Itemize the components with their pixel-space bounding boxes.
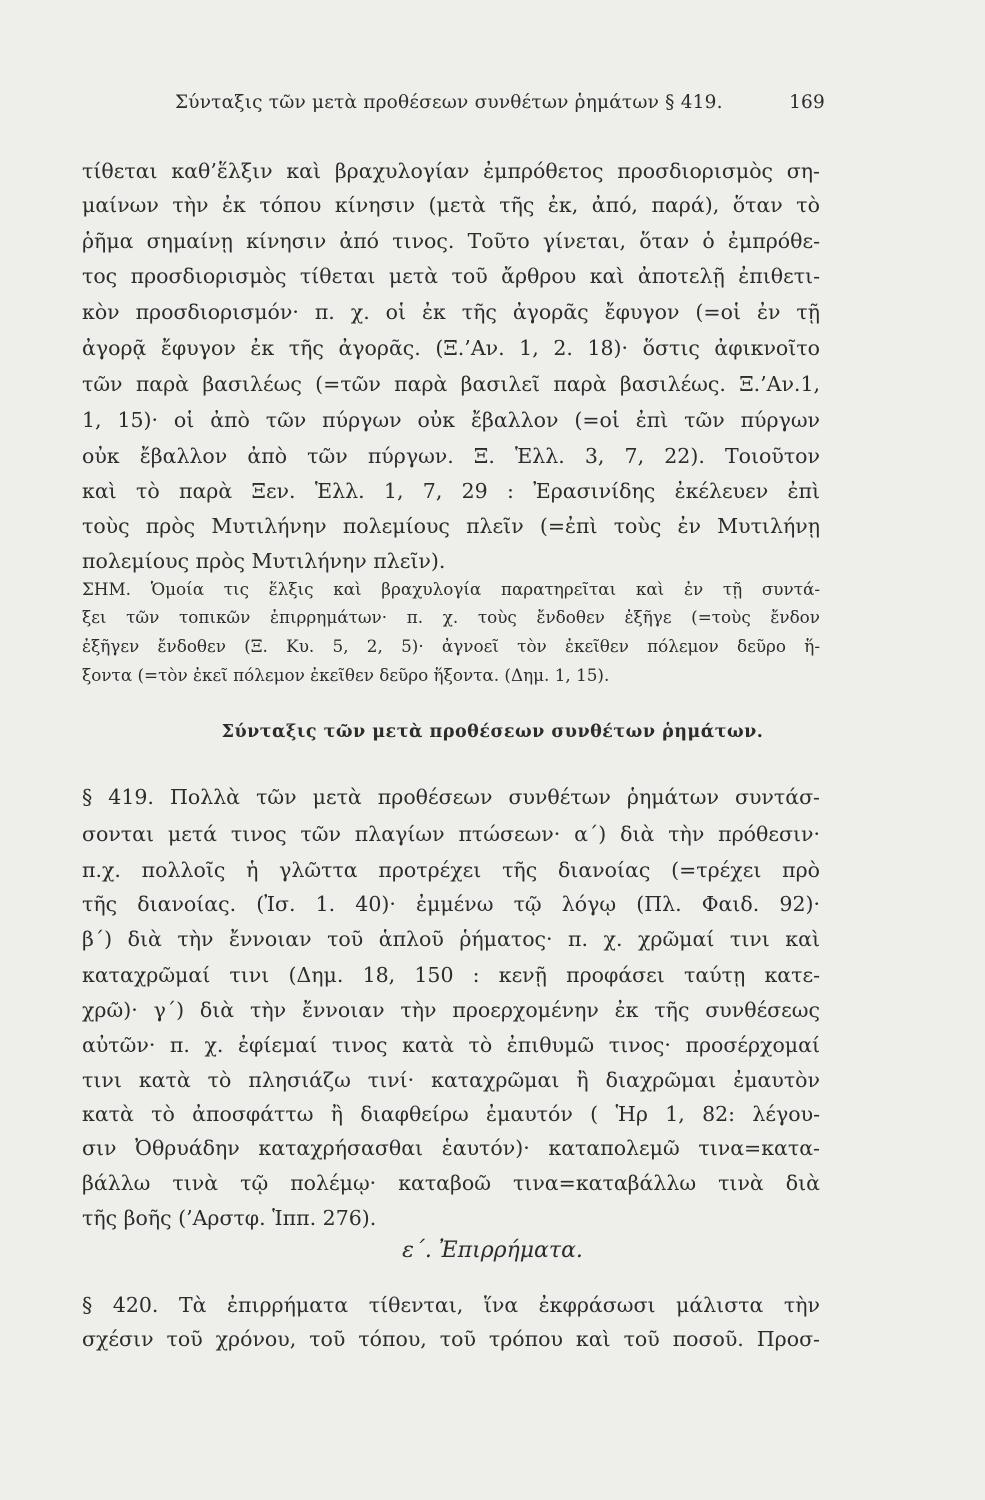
note-line: ΣΗΜ. Ὁμοία τις ἕλξις καὶ βραχυλογία παρατηρεῖται καὶ ἐν τῇ συντά-: [82, 579, 820, 599]
text-line: τῶν παρὰ βασιλέως (=τῶν παρὰ βασιλεῖ παρὰ βασιλέως. Ξ.’Αν.1,: [82, 372, 820, 396]
section-heading: Σύνταξις τῶν μετὰ προθέσεων συνθέτων ῥημάτων.: [221, 722, 764, 742]
page-number: 169: [789, 92, 825, 113]
text-line: τοὺς πρὸς Μυτιλήνην πολεμίους πλεῖν (=ἐπὶ τοὺς ἐν Μυτιλήνῃ: [82, 514, 820, 538]
subsection-heading: ε΄. Ἐπιρρήματα.: [402, 1238, 583, 1263]
text-line: καὶ τὸ παρὰ Ξεν. Ἑλλ. 1, 7, 29 : Ἐρασινίδης ἐκέλευεν ἐπὶ: [82, 479, 820, 503]
note-line: ἐξῆγεν ἔνδοθεν (Ξ. Κυ. 5, 2, 5)· ἀγνοεῖ τὸν ἐκεῖθεν πόλεμον δεῦρο ἥ-: [82, 636, 820, 656]
text-line: τῆς διανοίας. (Ἰσ. 1. 40)· ἐμμένω τῷ λόγῳ (Πλ. Φαιδ. 92)·: [82, 892, 820, 916]
text-line: οὐκ ἔβαλλον ἀπὸ τῶν πύργων. Ξ. Ἑλλ. 3, 7, 22). Τοιοῦτον: [82, 444, 820, 468]
text-line: καταχρῶμαί τινι (Δημ. 18, 150 : κενῇ προφάσει ταύτῃ κατε-: [82, 963, 820, 987]
text-line: πολεμίους πρὸς Μυτιλήνην πλεῖν).: [82, 549, 446, 573]
text-line: τος προσδιορισμὸς τίθεται μετὰ τοῦ ἄρθρου καὶ ἀποτελῇ ἐπιθετι-: [82, 264, 820, 288]
note-line: ξοντα (=τὸν ἐκεῖ πόλεμον ἐκεῖθεν δεῦρο ἥξοντα. (Δημ. 1, 15).: [82, 665, 610, 685]
text-line: αὐτῶν· π. χ. ἐφίεμαί τινος κατὰ τὸ ἐπιθυμῶ τινος· προσέρχομαί: [82, 1033, 820, 1057]
text-line: β΄) διὰ τὴν ἔννοιαν τοῦ ἁπλοῦ ῥήματος· π. χ. χρῶμαί τινι καὶ: [82, 927, 820, 951]
text-line: τίθεται καθ’ἕλξιν καὶ βραχυλογίαν ἐμπρόθετος προσδιορισμὸς ση-: [82, 159, 820, 183]
text-line: § 419. Πολλὰ τῶν μετὰ προθέσεων συνθέτων ῥημάτων συντάσ-: [82, 785, 820, 809]
header-title: Σύνταξις τῶν μετὰ προθέσεων συνθέτων ῥημάτων § 419.: [175, 92, 723, 113]
text-line: τῆς βοῆς (’Αρστφ. Ἱππ. 276).: [82, 1206, 377, 1230]
text-line: 1, 15)· οἱ ἀπὸ τῶν πύργων οὐκ ἔβαλλον (=οἱ ἐπὶ τῶν πύργων: [82, 408, 820, 432]
text-line: § 420. Τὰ ἐπιρρήματα τίθενται, ἵνα ἐκφράσωσι μάλιστα τὴν: [82, 1293, 820, 1317]
text-line: σονται μετά τινος τῶν πλαγίων πτώσεων· α΄) διὰ τὴν πρόθεσιν·: [82, 822, 820, 846]
text-line: ῥῆμα σημαίνῃ κίνησιν ἀπό τινος. Τοῦτο γίνεται, ὅταν ὁ ἐμπρόθε-: [82, 229, 820, 253]
text-line: μαίνων τὴν ἐκ τόπου κίνησιν (μετὰ τῆς ἐκ, ἀπό, παρά), ὅταν τὸ: [82, 193, 820, 217]
text-line: κατὰ τὸ ἀποσφάττω ἢ διαφθείρω ἐμαυτόν ( Ἡρ 1, 82: λέγου-: [82, 1102, 820, 1126]
text-line: σχέσιν τοῦ χρόνου, τοῦ τόπου, τοῦ τρόπου καὶ τοῦ ποσοῦ. Προσ-: [82, 1327, 820, 1351]
text-line: π.χ. πολλοῖς ἡ γλῶττα προτρέχει τῆς διανοίας (=τρέχει πρὸ: [82, 858, 820, 882]
text-line: χρῶ)· γ΄) διὰ τὴν ἔννοιαν τὴν προερχομένην ἐκ τῆς συνθέσεως: [82, 998, 820, 1022]
running-header: [175, 92, 825, 132]
text-line: ἀγορᾷ ἔφυγον ἐκ τῆς ἀγορᾶς. (Ξ.’Αν. 1, 2. 18)· ὅστις ἀφικνοῖτο: [82, 336, 820, 360]
text-line: σιν Ὀθρυάδην καταχρήσασθαι ἑαυτόν)· καταπολεμῶ τινα=κατα-: [82, 1136, 820, 1160]
text-line: κὸν προσδιορισμόν· π. χ. οἱ ἐκ τῆς ἀγορᾶς ἔφυγον (=οἱ ἐν τῇ: [82, 300, 820, 324]
text-line: τινι κατὰ τὸ πλησιάζω τινί· καταχρῶμαι ἢ διαχρῶμαι ἐμαυτὸν: [82, 1068, 820, 1092]
note-line: ξει τῶν τοπικῶν ἐπιρρημάτων· π. χ. τοὺς ἔνδοθεν ἐξῆγε (=τοὺς ἔνδον: [82, 607, 820, 627]
text-line: βάλλω τινὰ τῷ πολέμῳ· καταβοῶ τινα=καταβάλλω τινὰ διὰ: [82, 1171, 820, 1195]
